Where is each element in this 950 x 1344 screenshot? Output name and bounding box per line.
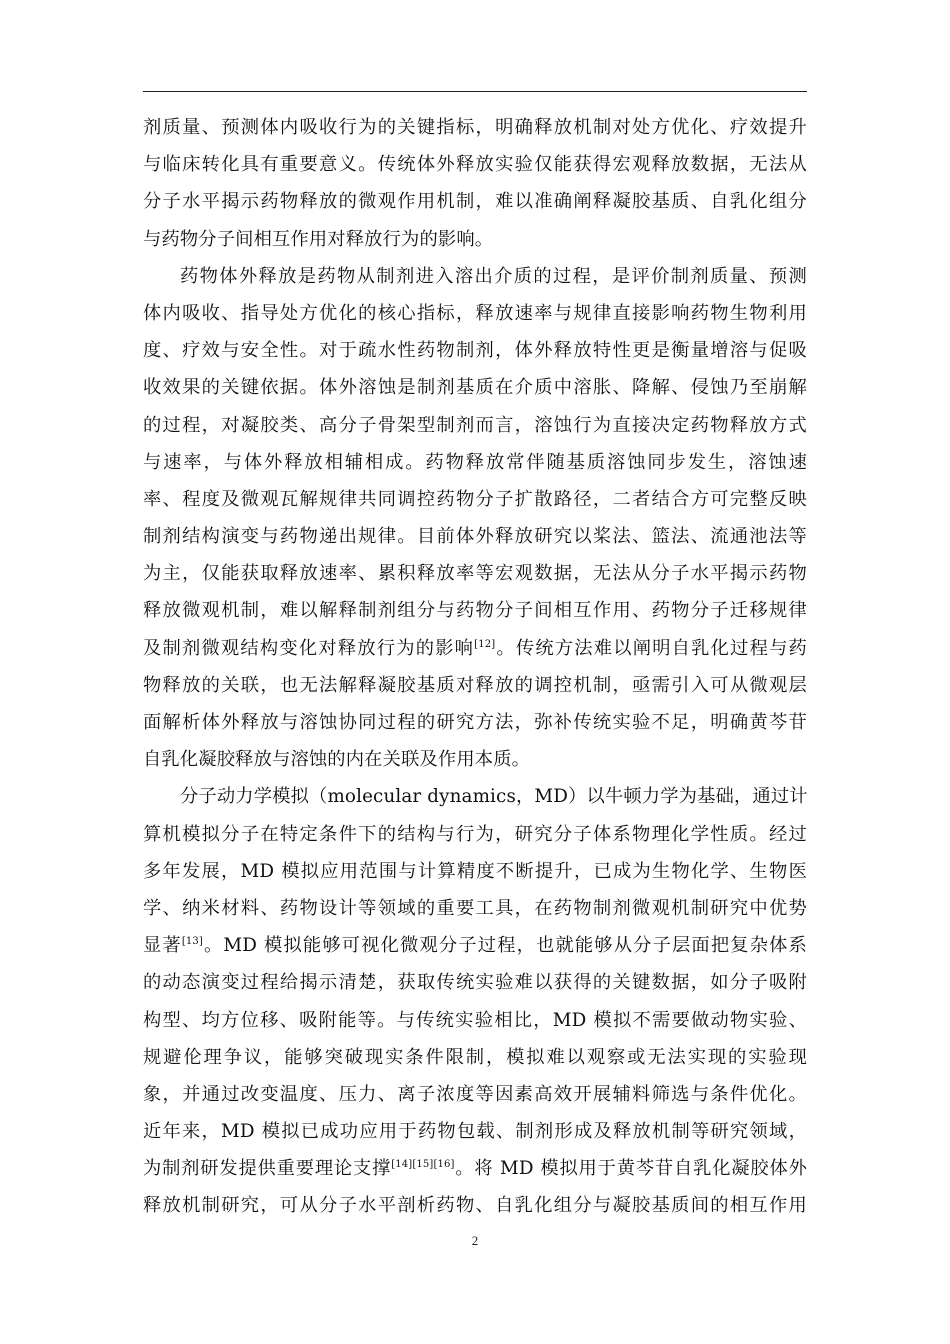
line-text: 规避伦理争议，能够突破现实条件限制，模拟难以观察或无法实现的实验现 [143,1046,807,1068]
line-text-continued: 。MD 模拟能够可视化微观分子过程，也就能够从分子层面把复杂体系 [203,935,807,957]
line-text: 多年发展，MD 模拟应用范围与计算精度不断提升，已成为生物化学、生物医 [143,860,807,882]
line-text-continued: 。将 MD 模拟用于黄芩苷自乳化凝胶体外 [454,1158,807,1180]
line-text: 及制剂微观结构变化对释放行为的影响 [143,637,475,659]
text-line [143,183,807,220]
text-line [143,1039,807,1076]
citation-ref: [13] [181,936,203,948]
line-text: 释放微观机制，难以解释制剂组分与药物分子间相互作用、药物分子迁移规律 [143,600,807,622]
text-line [143,1076,807,1113]
paragraph [143,778,807,1224]
paragraph [143,109,807,258]
text-line [143,407,807,444]
line-text: 物释放的关联，也无法解释凝胶基质对释放的调控机制，亟需引入可从微观层 [143,674,807,696]
text-line [143,295,807,332]
line-text: 自乳化凝胶释放与溶蚀的内在关联及作用本质。 [143,749,531,771]
line-text: 与临床转化具有重要意义。传统体外释放实验仅能获得宏观释放数据，无法从 [143,154,807,176]
line-text: 近年来，MD 模拟已成功应用于药物包载、制剂形成及释放机制等研究领域， [143,1121,807,1143]
line-text: 体内吸收、指导处方优化的核心指标，释放速率与规律直接影响药物生物利用 [143,302,807,324]
text-line [143,927,807,964]
citation-ref: [14][15][16] [391,1159,455,1171]
text-line [143,109,807,146]
line-text: 与药物分子间相互作用对释放行为的影响。 [143,228,494,250]
line-text: 剂质量、预测体内吸收行为的关键指标，明确释放机制对处方优化、疗效提升 [143,117,807,138]
line-text: 算机模拟分子在特定条件下的结构与行为，研究分子体系物理化学性质。经过 [143,823,807,845]
line-text: 制剂结构演变与药物递出规律。目前体外释放研究以桨法、篮法、流通池法等 [143,526,807,548]
text-line [143,258,807,295]
line-text: 面解析体外释放与溶蚀协同过程的研究方法，弥补传统实验不足，明确黄芩苷 [143,712,807,733]
text-line [143,630,807,667]
text-line [143,481,807,518]
text-line [143,667,807,704]
text-line [143,1187,807,1224]
citation-ref: [12] [474,638,496,650]
text-line [143,555,807,592]
text-line [143,964,807,1001]
page-number: 2 [471,1233,479,1248]
text-line [143,778,807,815]
text-line [143,332,807,369]
text-line [143,592,807,629]
paragraph [143,258,807,779]
text-line [143,221,807,258]
text-line [143,444,807,481]
line-text: 率、程度及微观瓦解规律共同调控药物分子扩散路径，二者结合方可完整反映 [143,488,807,510]
line-text: 释放机制研究，可从分子水平剖析药物、自乳化组分与凝胶基质间的相互作用 [143,1195,807,1217]
line-text: 收效果的关键依据。体外溶蚀是制剂基质在介质中溶胀、降解、侵蚀乃至崩解 [143,377,807,399]
body-text [143,109,807,1225]
text-line [143,890,807,927]
line-text: 药物体外释放是药物从制剂进入溶出介质的过程，是评价制剂质量、预测 [180,265,807,287]
text-line [143,146,807,183]
line-text: 显著 [143,935,182,957]
line-text: 学、纳米材料、药物设计等领域的重要工具，在药物制剂微观机制研究中优势 [143,897,807,919]
header-rule [143,91,807,92]
line-text: 构型、均方位移、吸附能等。与传统实验相比，MD 模拟不需要做动物实验、 [143,1009,807,1031]
line-text: 的动态演变过程给揭示清楚，获取传统实验难以获得的关键数据，如分子吸附 [143,972,807,994]
line-text: 为主，仅能获取释放速率、累积释放率等宏观数据，无法从分子水平揭示药物 [143,563,807,585]
line-text: 与速率，与体外释放相辅相成。药物释放常伴随基质溶蚀同步发生，溶蚀速 [143,451,807,473]
line-text: 度、疗效与安全性。对于疏水性药物制剂，体外释放特性更是衡量增溶与促吸 [143,340,807,362]
line-text: 为制剂研发提供重要理论支撑 [143,1158,392,1180]
text-line [143,1002,807,1039]
line-text-continued: 。传统方法难以阐明自乳化过程与药 [495,637,807,659]
text-line [143,853,807,890]
text-line [143,369,807,406]
text-line [143,704,807,741]
line-text: 分子动力学模拟（molecular dynamics，MD）以牛顿力学为基础，通过计 [180,786,808,808]
text-line [143,1113,807,1150]
line-text: 的过程，对凝胶类、高分子骨架型制剂而言，溶蚀行为直接决定药物释放方式 [143,414,807,436]
text-line [143,741,807,778]
text-line [143,1150,807,1187]
line-text: 象，并通过改变温度、压力、离子浓度等因素高效开展辅料筛选与条件优化。 [143,1083,807,1105]
text-line [143,518,807,555]
text-line [143,816,807,853]
line-text: 分子水平揭示药物释放的微观作用机制，难以准确阐释凝胶基质、自乳化组分 [143,191,807,213]
